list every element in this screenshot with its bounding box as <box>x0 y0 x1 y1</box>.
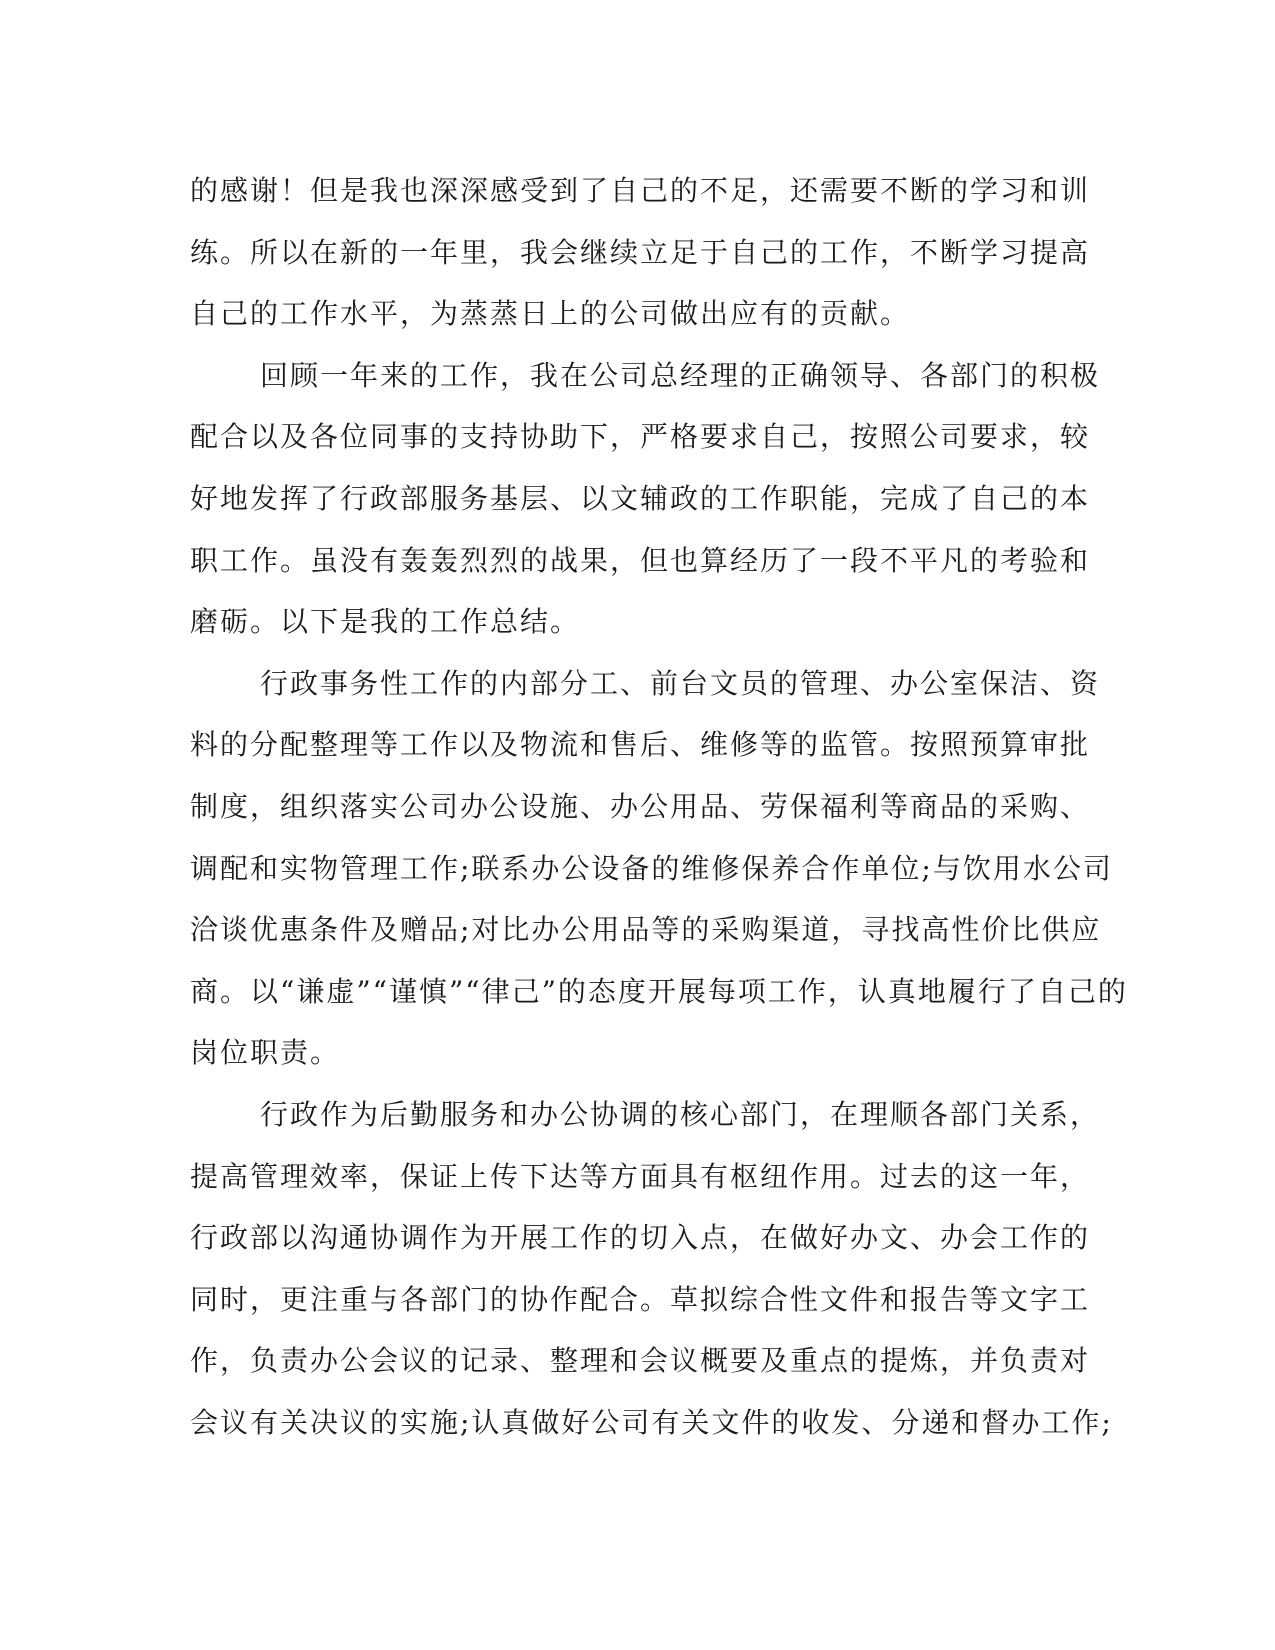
text-line: 会议有关决议的实施;认真做好公司有关文件的收发、分递和督办工作; <box>190 1405 1113 1439</box>
text-line: 练。所以在新的一年里，我会继续立足于自己的工作，不断学习提高 <box>190 235 1091 269</box>
text-line: 商。以“谦虚”“谨慎”“律己”的态度开展每项工作，认真地履行了自己的 <box>190 974 1128 1008</box>
text-line: 调配和实物管理工作;联系办公设备的维修保养合作单位;与饮用水公司 <box>190 851 1113 885</box>
text-line: 的感谢！但是我也深深感受到了自己的不足，还需要不断的学习和训 <box>190 174 1091 207</box>
text-line: 行政部以沟通协调作为开展工作的切入点，在做好办文、办会工作的 <box>190 1221 1091 1255</box>
text-line: 提高管理效率，保证上传下达等方面具有枢纽作用。过去的这一年， <box>190 1159 1091 1193</box>
text-line: 同时，更注重与各部门的协作配合。草拟综合性文件和报告等文字工 <box>190 1282 1091 1316</box>
text-line: 洽谈优惠条件及赠品;对比办公用品等的采购渠道，寻找高性价比供应 <box>190 913 1102 947</box>
paragraph-first-line: 行政作为后勤服务和办公协调的核心部门，在理顺各部门关系， <box>260 1097 1101 1131</box>
text-line: 作，负责办公会议的记录、整理和会议概要及重点的提炼，并负责对 <box>190 1344 1091 1378</box>
paragraph-first-line: 回顾一年来的工作，我在公司总经理的正确领导、各部门的积极 <box>260 358 1101 392</box>
text-line: 磨砺。以下是我的工作总结。 <box>190 605 581 639</box>
paragraph-first-line: 行政事务性工作的内部分工、前台文员的管理、办公室保洁、资 <box>260 666 1101 700</box>
text-line: 岗位职责。 <box>190 1036 341 1070</box>
text-line: 好地发挥了行政部服务基层、以文辅政的工作职能，完成了自己的本 <box>190 481 1091 515</box>
text-line: 自己的工作水平，为蒸蒸日上的公司做出应有的贡献。 <box>190 297 911 331</box>
text-line: 制度，组织落实公司办公设施、办公用品、劳保福利等商品的采购、 <box>190 789 1091 823</box>
text-line: 职工作。虽没有轰轰烈烈的战果，但也算经历了一段不平凡的考验和 <box>190 543 1091 577</box>
text-line: 料的分配整理等工作以及物流和售后、维修等的监管。按照预算审批 <box>190 728 1091 762</box>
document-body <box>190 160 1128 1453</box>
text-line: 配合以及各位同事的支持协助下，严格要求自己，按照公司要求，较 <box>190 420 1091 454</box>
